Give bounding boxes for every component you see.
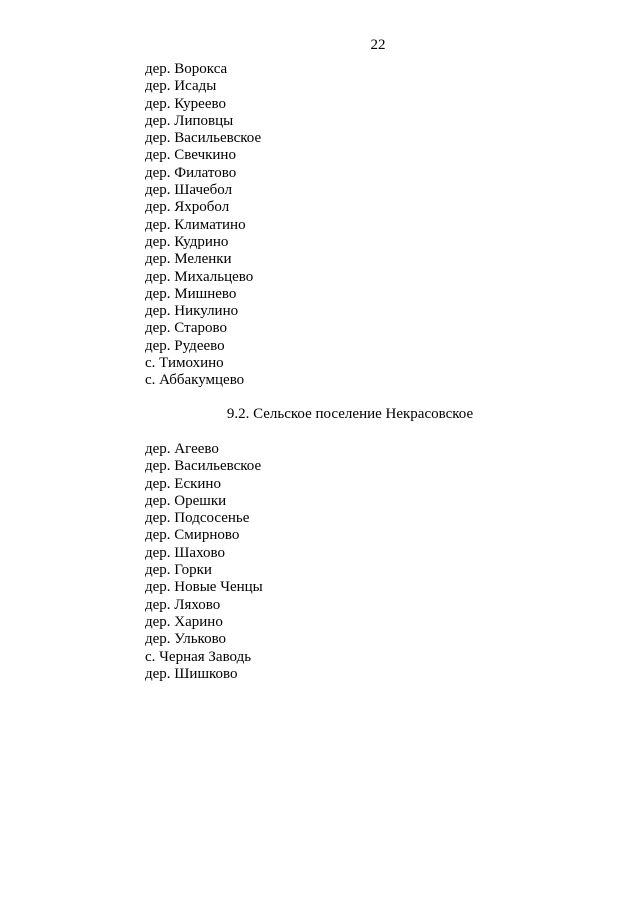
list-item: дер. Новые Ченцы <box>145 579 263 596</box>
list-item: дер. Шачебол <box>145 182 233 199</box>
list-item: дер. Михальцево <box>145 268 254 285</box>
settlement-list-1 <box>145 61 261 390</box>
list-item: дер. Свечкино <box>145 147 236 164</box>
list-item: дер. Рудеево <box>145 337 225 354</box>
list-item: дер. Мишнево <box>145 285 237 302</box>
list-item: дер. Ульково <box>145 631 227 648</box>
list-item: дер. Филатово <box>145 164 237 181</box>
list-item: дер. Никулино <box>145 303 239 320</box>
section-heading: 9.2. Сельское поселение Некрасовское <box>226 406 474 422</box>
list-item: дер. Куреево <box>145 95 226 112</box>
list-item: дер. Ляхово <box>145 596 221 613</box>
list-item: дер. Ескино <box>145 475 221 492</box>
list-item: дер. Васильевское <box>145 130 262 147</box>
list-item: дер. Яхробол <box>145 199 230 216</box>
list-item: дер. Васильевское <box>145 458 262 475</box>
settlement-list-2 <box>145 441 263 683</box>
list-item: дер. Харино <box>145 613 223 630</box>
list-item: с. Аббакумцево <box>145 372 245 389</box>
list-item: с. Черная Заводь <box>145 648 252 665</box>
list-item: дер. Липовцы <box>145 112 234 129</box>
list-item: с. Тимохино <box>145 355 224 372</box>
list-item: дер. Горки <box>145 562 212 579</box>
list-item: дер. Старово <box>145 320 227 337</box>
list-item: дер. Кудрино <box>145 233 229 250</box>
list-item: дер. Агеево <box>145 441 219 457</box>
list-item: дер. Шахово <box>145 544 225 561</box>
list-item: дер. Климатино <box>145 216 246 233</box>
list-item: дер. Меленки <box>145 251 232 268</box>
list-item: дер. Ворокса <box>145 61 228 77</box>
list-item: дер. Подсосенье <box>145 510 250 527</box>
list-item: дер. Исады <box>145 78 217 95</box>
list-item: дер. Смирново <box>145 527 240 544</box>
page-number: 22 <box>370 37 386 53</box>
list-item: дер. Шишково <box>145 665 238 682</box>
list-item: дер. Орешки <box>145 492 227 509</box>
